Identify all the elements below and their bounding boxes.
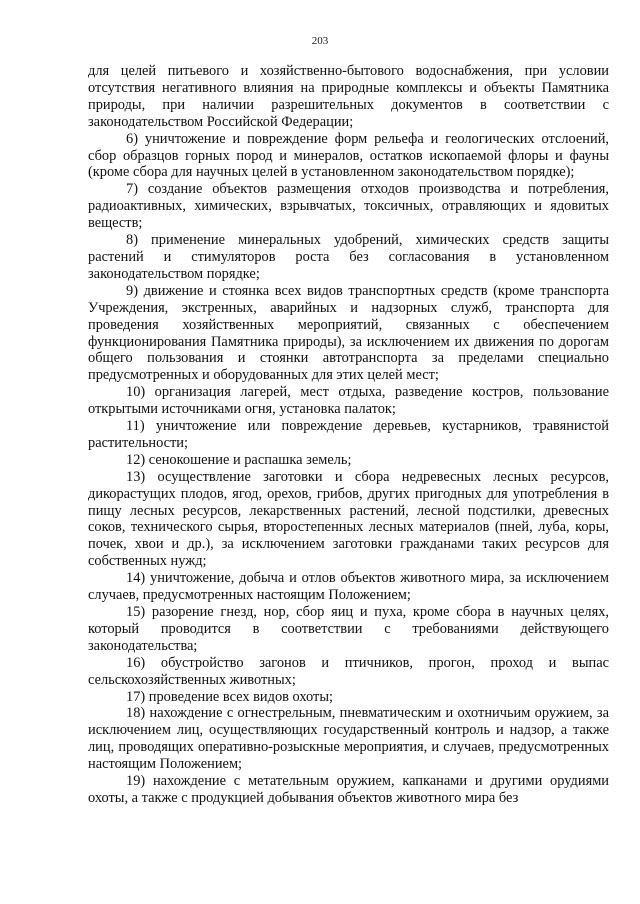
document-paragraph: 18) нахождение с огнестрельным, пневматическим и охотничьим оружием, за исключением лиц, осуществляющих государственный контроль и надзор, а также лиц, проводящих оперативно-розыскные мероприятия, и случаев, предусмотренных настоящим Положением; <box>88 705 609 773</box>
document-paragraph: 15) разорение гнезд, нор, сбор яиц и пуха, кроме сбора в научных целях, который проводится в соответствии с требованиями действующего законодательства; <box>88 604 609 654</box>
document-paragraph: 17) проведение всех видов охоты; <box>126 688 333 705</box>
document-paragraph: 14) уничтожение, добыча и отлов объектов животного мира, за исключением случаев, предусмотренных настоящим Положением; <box>88 570 609 604</box>
document-text-body <box>88 63 609 807</box>
document-paragraph: 13) осуществление заготовки и сбора недревесных лесных ресурсов, дикорастущих плодов, ягод, орехов, грибов, других пригодных для употребления в пищу лесных ресурсов, лекарственных растений, лесной подстилки, древесных соков, технического сырья, второстепенных лесных материалов (пней, луба, коры, почек, хвои и др.), за исключением заготовки гражданами таких ресурсов для собственных нужд; <box>88 468 609 570</box>
document-paragraph: 19) нахождение с метательным оружием, капканами и другими орудиями охоты, а также с продукцией добывания объектов животного мира без <box>88 773 609 806</box>
document-paragraph: для целей питьевого и хозяйственно-бытового водоснабжения, при условии отсутствия негативного влияния на природные комплексы и объекты Памятника природы, при наличии разрешительных документов в соответствии с законодательством Российской Федерации; <box>88 63 609 130</box>
document-paragraph: 7) создание объектов размещения отходов производства и потребления, радиоактивных, химических, взрывчатых, токсичных, отравляющих и ядовитых веществ; <box>88 181 609 232</box>
document-paragraph: 11) уничтожение или повреждение деревьев, кустарников, травянистой растительности; <box>88 418 609 451</box>
document-paragraph: 9) движение и стоянка всех видов транспортных средств (кроме транспорта Учреждения, экстренных, аварийных и надзорных служб, транспорта для проведения хозяйственных мероприятий, связанных с обеспечением функционирования Памятника природы), за исключением их движения по дорогам общего пользования и стоянки автотранспорта за пределами специально предусмотренных и оборудованных для этих целей мест; <box>88 282 609 384</box>
document-paragraph: 10) организация лагерей, мест отдыха, разведение костров, пользование открытыми источниками огня, установка палаток; <box>88 384 609 418</box>
page-number: 203 <box>311 35 329 47</box>
document-paragraph: 12) сенокошение и распашка земель; <box>126 451 352 468</box>
document-paragraph: 8) применение минеральных удобрений, химических средств защиты растений и стимуляторов роста без согласования в установленном законодательством порядке; <box>88 232 609 282</box>
document-paragraph: 6) уничтожение и повреждение форм рельефа и геологических отслоений, сбор образцов горных пород и минералов, остатков ископаемой флоры и фауны (кроме сбора для научных целей в установленном законодательством порядке); <box>88 130 609 181</box>
document-paragraph: 16) обустройство загонов и птичников, прогон, проход и выпас сельскохозяйственных животных; <box>88 654 609 688</box>
